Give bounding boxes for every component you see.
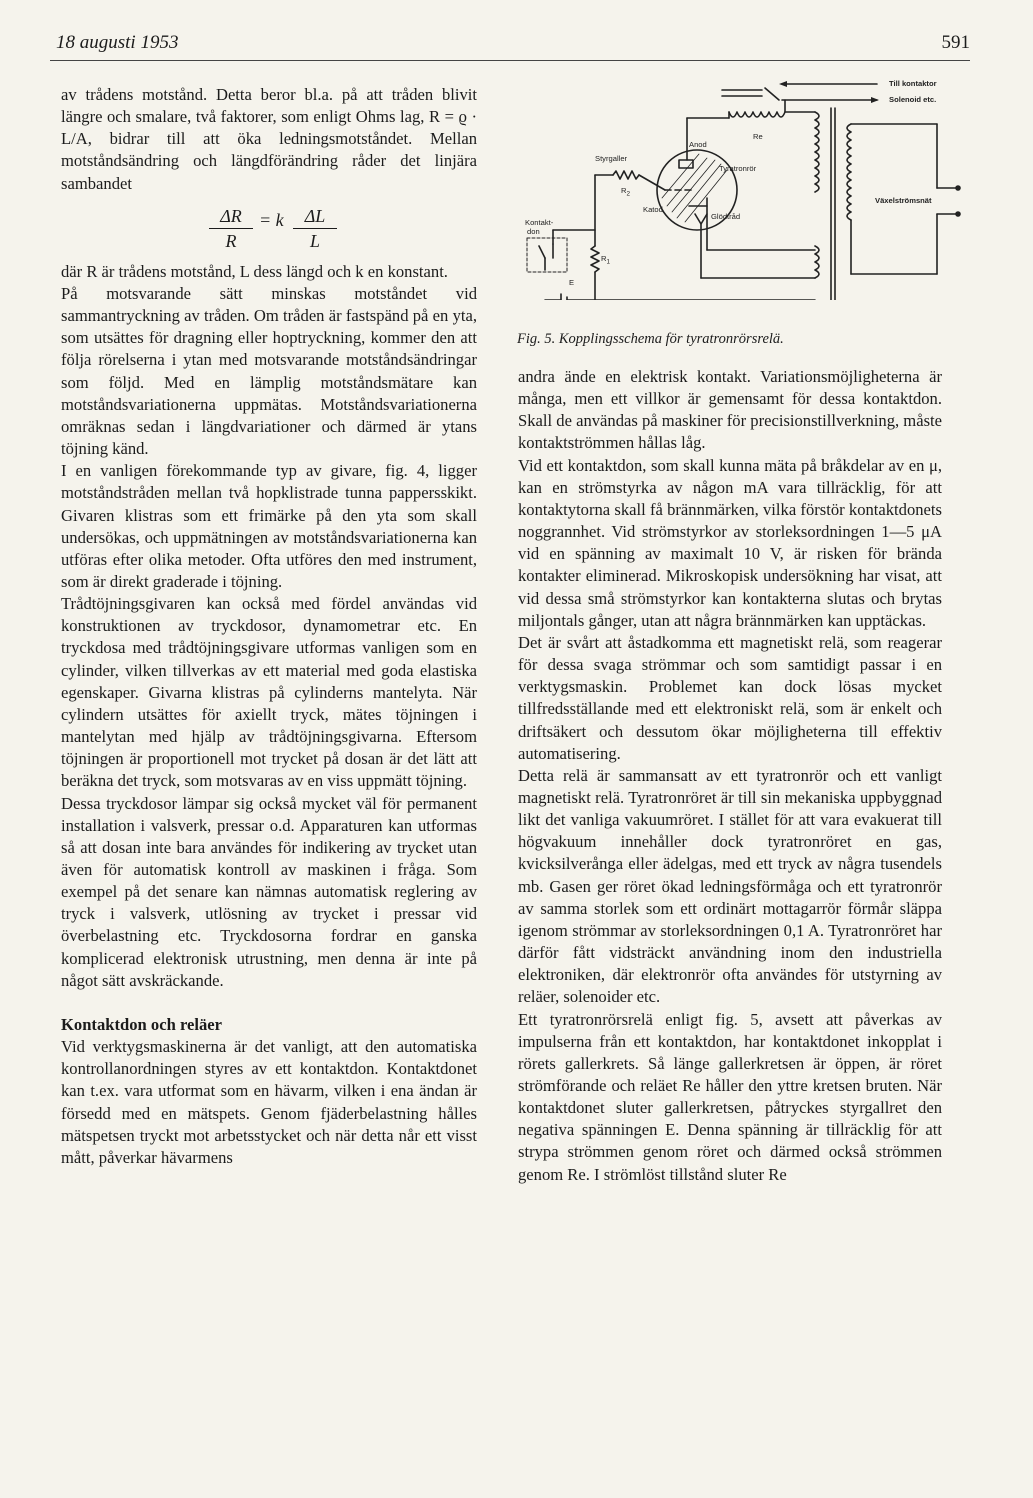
- label-r2: [621, 186, 630, 199]
- label-re: Re: [753, 132, 763, 141]
- label-kontaktdon-2: don: [527, 227, 540, 236]
- paragraph: Trådtöjningsgivaren kan också med fördel användas vid konstruktionen av tryckdosor, dynamometrar etc. En tryckdosa med trådtöjningsgivare utformas vanligen som en cylinder, vilken tillverkas av ett material med goda elastiska egenskaper. Givarna klistras på cylinderns mantelyta. När cylindern utsättes för axiellt tryck, mätes töjningen i mantelytan med hjälp av trådtöjningsgivarna. Eftersom töjningen är proportionell mot trycket på dosan är det lätt att beräkna det tryck, som motsvaras av en viss uppmätt töjning.: [61, 594, 477, 791]
- paragraph: I en vanligen förekommande typ av givare, fig. 4, ligger motståndstråden mellan två hopklistrade tunna pappersskikt. Givaren klistras som ett frimärke på den yta som skall undersökas, och uppmätningen av motståndsvariationerna kan utföras efter olika metoder. Ofta utföres den med instrument, som är direkt graderade i töjning.: [61, 461, 477, 591]
- relay-contact-arm: [765, 88, 779, 100]
- equation-rhs: [293, 205, 337, 252]
- label-r1-main: R: [601, 254, 607, 263]
- label-e: E: [569, 278, 575, 287]
- equation-rhs-denominator: L: [309, 230, 320, 251]
- label-r2-sub: 2: [626, 190, 631, 198]
- transformer-primary: [847, 124, 851, 220]
- right-column: [518, 366, 942, 1186]
- label-anod: Anod: [689, 140, 707, 149]
- label-vaxelstromsnat: Växelströmsnät: [875, 196, 932, 205]
- label-solenoid: Solenoid etc.: [889, 95, 937, 104]
- paragraph: Detta relä är sammansatt av ett tyratronrör och ett vanligt magnetiskt relä. Tyratronröret är till sin mekaniska uppbyggnad likt det vanliga vakuumröret. I stället för att vara evakuerat till högvakuum innehåller dock tyratronröret en gas, kvicksilverånga eller ädelgas, med ett tryck av några tusendels mb. Gasen ger röret ökad ledningsförmåga och ett tyratronrör av samma storlek som ett ordinärt mottagarrör förmår släppa igenom strömmar av storleksordningen 0,1 A. Tyratronröret har därför fått vidsträckt användning inom den industriella elektroniken, där elektronrör ofta användes för utstyrning av reläer, solenoider etc.: [518, 765, 942, 1007]
- resistor-r1: [591, 246, 599, 272]
- resistor-r2: [613, 171, 639, 179]
- equation: [61, 195, 477, 261]
- paragraph: Vid verktygsmaskinerna är det vanligt, att den automatiska kontrollanordningen styres av ett kontaktdon. Kontaktdonet kan t.ex. vara utformat som en hävarm, vilken i ena ändan är försedd med en mätspets. Genom fjäderbelastning hålles mätspetsen tryckt mot arbetsstycket och när detta når ett visst mått, påverkar hävarmens: [61, 1037, 477, 1167]
- label-r1: [601, 254, 610, 267]
- paragraph: där R är trådens motstånd, L dess längd och k en konstant.: [61, 261, 448, 281]
- contact-housing: [527, 238, 567, 272]
- equation-rhs-numerator: ΔL: [293, 205, 337, 229]
- left-column: [61, 84, 477, 1169]
- header-date: 18 augusti 1953: [56, 32, 179, 53]
- running-header: [50, 30, 970, 61]
- label-katod: Katod: [643, 205, 663, 214]
- paragraph: av trådens motstånd. Detta beror bl.a. på att tråden blivit längre och smalare, två faktorer, som enligt Ohms lag, R = ϱ · L/A, bidrar till att öka ledningsmotståndet. Mellan motståndsändring och längdförändring råder det linjära sambandet: [61, 85, 477, 193]
- paragraph: Vid ett kontaktdon, som skall kunna mäta på bråkdelar av en μ, kan en strömstyrka av någon mA vara tillräcklig, för att kontaktytorna skall få brännmärken, vilka förstör kontaktdonets noggrannhet. Vid strömstyrkor av storleksordningen 1—5 μA vid en spänning av maximalt 10 V, är risken för brända kontakter eliminerad. Mikroskopisk undersökning har visat, att vid dessa små strömstyrkor kan kontakterna slutas och brytas miljontals gånger, utan att några brännmärken kan upptäckas.: [518, 455, 942, 630]
- cathode: [689, 198, 707, 206]
- equation-operator: = k: [259, 209, 284, 230]
- arrow-icon: [779, 81, 787, 87]
- filament: [695, 214, 707, 224]
- relay-coil-re: [729, 112, 785, 117]
- paragraph: Dessa tryckdosor lämpar sig också mycket väl för permanent installation i valsverk, pressar o.d. Apparaturen kan utformas så att dosan inte bara användes för indikering av trycket utan även för automatisk kontroll av maskinen i fråga. Som exempel på det senare kan nämnas automatisk reglering av tryck i valsverk, utlösning av trycket i pressar vid överbelastning etc. Tryckdosorna fordrar en ganska komplicerad elektronisk utrustning, men denna är inte på något sätt avskräckande.: [61, 793, 477, 990]
- page-number: 591: [941, 32, 970, 53]
- equation-lhs-denominator: R: [225, 230, 237, 251]
- circuit-schematic: [517, 78, 967, 300]
- label-glodtrad: Glödtråd: [711, 212, 741, 221]
- paragraph: Det är svårt att åstadkomma ett magnetiskt relä, som reagerar för dessa svaga strömmar och som samtidigt passar i en verktygsmaskin. Problemet kan dock lösas mycket tillfredsställande med ett elektroniskt relä, som är enkelt och driftsäkert och dessutom ökar möjligheterna till effektiv automatisering.: [518, 632, 942, 763]
- transformer-filament-winding: [815, 246, 819, 278]
- arrow-icon: [871, 97, 879, 103]
- equation-lhs-numerator: ΔR: [209, 205, 253, 229]
- paragraph: Ett tyratronrörsrelä enligt fig. 5, avsett att påverkas av impulserna från ett kontaktdon, har kontaktdonet inkopplat i rörets gallerkrets. Så länge gallerkretsen är öppen, är röret strömförande och reläet Re håller den yttre kretsen bruten. När kontaktdonet sluter gallerkretsen, påtryckes styrgallret den negativa spänningen E. Denna spänning är tillräcklig för att strypa strömmen genom röret och därmed också strömmen genom Re. I strömlöst tillstånd sluter Re: [518, 1009, 942, 1184]
- circuit-diagram: [517, 78, 967, 300]
- paragraph: På motsvarande sätt minskas motståndet vid sammantryckning av tråden. Om tråden är fastspänd på en yta, som utsättes för dragning eller hoptryckning, kommer den att följa rörelserna i ytan med motsvarande motståndsändringar som följd. Med en lämplig motståndsmätare kan motståndsvariationerna uppmätas. Motståndsvariationerna omräknas sedan i längdvariationer och därmed är ytans töjning känd.: [61, 283, 477, 459]
- label-r2-main: R: [621, 186, 627, 195]
- contact-switch: [539, 246, 545, 258]
- label-kontaktdon-1: Kontakt-: [525, 218, 554, 227]
- label-tyratronror: Tyratronrör: [719, 164, 757, 173]
- figure-caption: Fig. 5. Kopplingsschema för tyratronrörsrelä.: [517, 331, 784, 347]
- label-r1-sub: 1: [606, 258, 611, 266]
- label-styrgaller: Styrgaller: [595, 154, 628, 163]
- equation-lhs: [209, 205, 253, 252]
- paragraph: andra ände en elektrisk kontakt. Variationsmöjligheterna är många, men ett villkor är gemensamt för dessa kontaktdon. Skall de användas på maskiner för precisionstillverkning, måste kontaktströmmen hållas låg.: [518, 367, 942, 453]
- section-heading: Kontaktdon och reläer: [61, 1014, 223, 1034]
- transformer-secondary: [815, 112, 819, 192]
- label-till-kontaktor: Till kontaktor: [889, 79, 937, 88]
